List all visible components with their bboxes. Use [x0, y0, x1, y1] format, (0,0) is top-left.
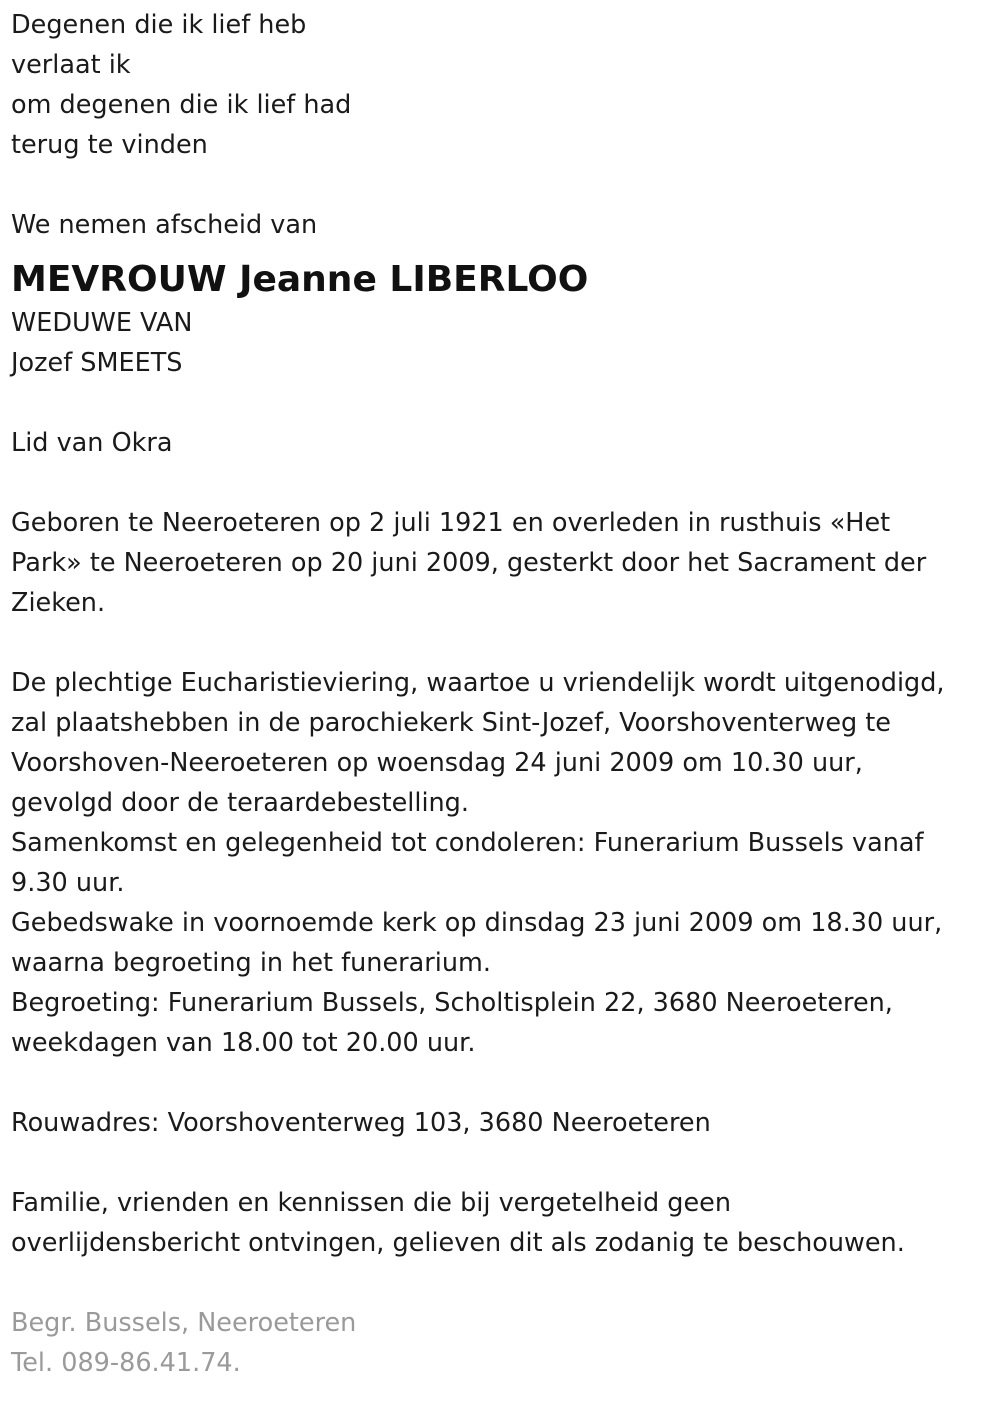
paragraph-line: Gebedswake in voornoemde kerk op dinsdag 23 juni 2009 om 18.30 uur,	[11, 908, 943, 938]
paragraph-line: Park» te Neeroeteren op 20 juni 2009, gesterkt door het Sacrament der	[11, 548, 927, 578]
paragraph-line: De plechtige Eucharistieviering, waartoe u vriendelijk wordt uitgenodigd,	[11, 668, 945, 698]
paragraph-line: waarna begroeting in het funerarium.	[11, 948, 491, 978]
paragraph-line: Geboren te Neeroeteren op 2 juli 1921 en overleden in rusthuis «Het	[11, 508, 891, 538]
birth-death-paragraph	[11, 503, 991, 623]
paragraph-line: Zieken.	[11, 588, 106, 618]
poem-line: om degenen die ik lief had	[11, 90, 352, 120]
intro-block	[11, 205, 991, 245]
membership-block	[11, 423, 991, 463]
address-block	[11, 1103, 991, 1143]
paragraph-line: Voorshoven-Neeroeteren op woensdag 24 juni 2009 om 10.30 uur,	[11, 748, 863, 778]
relation-text: WEDUWE VAN	[11, 308, 193, 338]
paragraph-line: gevolgd door de teraardebestelling.	[11, 788, 469, 818]
ceremony-paragraph	[11, 663, 991, 1063]
paragraph-line: zal plaatshebben in de parochiekerk Sint-Jozef, Voorshoventerweg te	[11, 708, 891, 738]
poem-line: Degenen die ik lief heb	[11, 10, 307, 40]
deceased-block	[11, 245, 991, 383]
poem-line: verlaat ik	[11, 50, 131, 80]
paragraph-line: overlijdensbericht ontvingen, gelieven dit als zodanig te beschouwen.	[11, 1228, 905, 1258]
undertaker-name: Begr. Bussels, Neeroeteren	[11, 1308, 357, 1338]
deceased-name: MEVROUW Jeanne LIBERLOO	[11, 259, 589, 300]
mourning-address: Rouwadres: Voorshoventerweg 103, 3680 Neeroeteren	[11, 1108, 711, 1138]
membership-text: Lid van Okra	[11, 428, 173, 458]
paragraph-line: Samenkomst en gelegenheid tot condoleren: Funerarium Bussels vanaf	[11, 828, 924, 858]
intro-text: We nemen afscheid van	[11, 210, 318, 240]
poem-line: terug te vinden	[11, 130, 208, 160]
obituary-document	[11, 5, 991, 1383]
undertaker-phone: Tel. 089-86.41.74.	[11, 1348, 241, 1378]
spouse-name: Jozef SMEETS	[11, 348, 183, 378]
footer	[11, 1303, 991, 1383]
paragraph-line: 9.30 uur.	[11, 868, 125, 898]
poem	[11, 5, 991, 165]
paragraph-line: weekdagen van 18.00 tot 20.00 uur.	[11, 1028, 476, 1058]
notice-paragraph	[11, 1183, 991, 1263]
paragraph-line: Familie, vrienden en kennissen die bij vergetelheid geen	[11, 1188, 731, 1218]
paragraph-line: Begroeting: Funerarium Bussels, Scholtisplein 22, 3680 Neeroeteren,	[11, 988, 893, 1018]
